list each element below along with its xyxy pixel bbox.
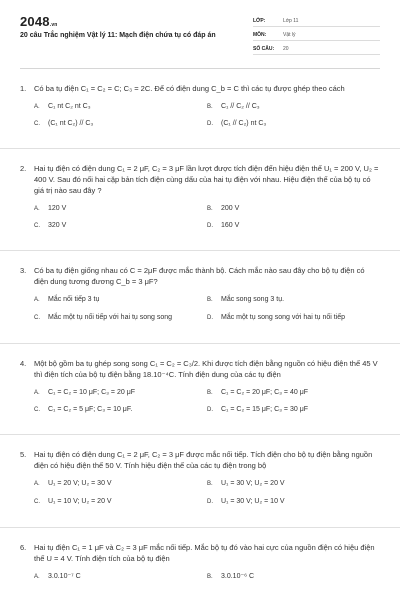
option-c[interactable] (34, 221, 207, 231)
question-5 (0, 435, 400, 528)
meta-value: Vật lý (283, 31, 296, 38)
question-number: 1. (20, 84, 27, 93)
question-stem (20, 265, 380, 287)
option-letter: A. (34, 574, 40, 580)
option-letter: B. (207, 574, 213, 580)
option-letter: C. (34, 407, 40, 413)
meta-value: 20 (283, 45, 289, 52)
option-letter: A. (34, 206, 40, 212)
option-text: U₁ = 20 V; U₂ = 30 V (48, 480, 112, 487)
option-text: Mắc song song 3 tụ. (221, 296, 285, 303)
option-a[interactable] (34, 102, 207, 112)
option-text: 160 V (221, 222, 240, 229)
answer-options (20, 102, 380, 136)
option-a[interactable] (34, 295, 207, 305)
option-text: Mắc nối tiếp 3 tụ (48, 296, 100, 303)
option-letter: A. (34, 104, 40, 110)
option-text: 120 V (48, 205, 67, 212)
meta-value: Lớp 11 (283, 17, 299, 24)
option-letter: B. (207, 297, 213, 303)
option-c[interactable] (34, 313, 207, 323)
question-text: Hai tụ điện có điện dung C₁ = 2 μF, C₂ = 3 μF lần lượt được tích điện đến hiệu điện thế U₁ = 200 V, U₂ = 400 V. Sau đó nối hai cặp bản tích điện cùng dấu của hai tụ điện với nhau. Hiệu điện thế của bộ tụ có giá trị nào sau đây ? (34, 164, 379, 195)
option-a[interactable] (34, 572, 207, 582)
question-number: 6. (20, 543, 27, 552)
option-letter: D. (207, 315, 213, 321)
option-letter: A. (34, 390, 40, 396)
question-stem (20, 163, 380, 196)
option-a[interactable] (34, 479, 207, 489)
option-c[interactable] (34, 119, 207, 129)
option-text: U₁ = 30 V; U₂ = 20 V (221, 480, 285, 487)
question-text: Hai tụ điện có điện dung C₁ = 2 μF, C₂ = 3 μF được mắc nối tiếp. Tích điện cho bộ tụ điện bằng nguồn điện có hiệu điện thế 50 V. Tính hiệu điện thế của các tụ điện trong bộ (34, 450, 373, 470)
question-number: 3. (20, 266, 27, 275)
option-letter: A. (34, 297, 40, 303)
answer-options (20, 388, 380, 422)
logo-suffix: .vn (49, 22, 58, 28)
meta-label: MÔN: (253, 31, 267, 38)
site-logo[interactable] (20, 14, 58, 29)
option-text: U₁ = 30 V; U₂ = 10 V (221, 498, 285, 505)
question-text: Có ba tụ điện giống nhau có C = 2μF được mắc thành bộ. Cách mắc nào sau đây cho bộ tụ điện có điện dung tương đương C_b = 3 μF? (34, 266, 365, 286)
question-stem (20, 449, 380, 471)
option-text: 3.0.10⁻⁷ C (48, 573, 81, 580)
option-letter: A. (34, 481, 40, 487)
option-d[interactable] (207, 119, 380, 129)
page-header (0, 0, 400, 68)
question-4 (0, 344, 400, 435)
option-letter: B. (207, 481, 213, 487)
question-number: 5. (20, 450, 27, 459)
option-letter: B. (207, 206, 213, 212)
answer-options (20, 479, 380, 515)
meta-label: LỚP: (253, 17, 266, 24)
option-b[interactable] (207, 388, 380, 398)
question-3 (0, 251, 400, 344)
logo-text: 2048 (20, 14, 50, 29)
option-text: 320 V (48, 222, 67, 229)
option-letter: C. (34, 121, 40, 127)
option-letter: D. (207, 407, 213, 413)
answer-options (20, 295, 380, 331)
option-letter: C. (34, 499, 40, 505)
question-number: 2. (20, 164, 27, 173)
question-stem (20, 358, 380, 380)
answer-options (20, 572, 380, 589)
option-letter: B. (207, 104, 213, 110)
option-d[interactable] (207, 497, 380, 507)
option-letter: B. (207, 390, 213, 396)
option-text: C₁ = C₂ = 20 μF; C₃ = 40 μF (221, 389, 308, 396)
option-c[interactable] (34, 497, 207, 507)
option-b[interactable] (207, 204, 380, 214)
option-letter: D. (207, 121, 213, 127)
option-text: (C₁ nt C₂) // C₃ (48, 120, 94, 127)
option-text: C₁ // C₂ // C₃ (221, 103, 260, 110)
option-text: Mắc một tụ song song với hai tụ nối tiếp (221, 314, 346, 321)
question-stem (20, 83, 380, 94)
option-d[interactable] (207, 313, 380, 323)
option-letter: D. (207, 499, 213, 505)
option-text: (C₁ // C₂) nt C₃ (221, 120, 267, 127)
option-text: C₁ = C₂ = 10 μF; C₃ = 20 μF (48, 389, 135, 396)
meta-table (253, 15, 380, 57)
document-title: 20 câu Trắc nghiệm Vật lý 11: Mạch điện chứa tụ có đáp án (20, 32, 216, 39)
option-a[interactable] (34, 204, 207, 214)
option-c[interactable] (34, 405, 207, 415)
question-text: Một bộ gồm ba tụ ghép song song C₁ = C₂ = C₃/2. Khi được tích điện bằng nguồn có hiệu điện thế 45 V thì điện tích của bộ tụ điện bằng 18.10⁻⁴C. Tính điện dung của các tụ điện (34, 359, 378, 379)
question-number: 4. (20, 359, 27, 368)
meta-row-count (253, 43, 380, 55)
option-text: C₁ nt C₂ nt C₃ (48, 103, 91, 110)
option-text: C₁ = C₂ = 15 μF; C₃ = 30 μF (221, 406, 308, 413)
meta-label: SỐ CÂU: (253, 45, 275, 52)
option-b[interactable] (207, 479, 380, 489)
option-a[interactable] (34, 388, 207, 398)
question-2 (0, 149, 400, 251)
question-text: Hai tụ điện C₁ = 1 μF và C₂ = 3 μF mắc nối tiếp. Mắc bộ tụ đó vào hai cực của nguồn điện có hiệu điện thế U = 4 V. Tính điện tích của bộ tụ điện (34, 543, 375, 563)
question-1 (0, 69, 400, 149)
option-letter: C. (34, 223, 40, 229)
question-stem (20, 542, 380, 564)
meta-row-class (253, 15, 380, 27)
option-b[interactable] (207, 295, 380, 305)
option-text: 200 V (221, 205, 240, 212)
option-b[interactable] (207, 102, 380, 112)
option-d[interactable] (207, 221, 380, 231)
option-text: C₁ = C₂ = 5 μF; C₃ = 10 μF. (48, 406, 133, 413)
option-d[interactable] (207, 405, 380, 415)
answer-options (20, 204, 380, 238)
option-text: 3.0.10⁻⁶ C (221, 573, 255, 580)
meta-row-subject (253, 29, 380, 41)
option-letter: C. (34, 315, 40, 321)
option-b[interactable] (207, 572, 380, 582)
option-letter: D. (207, 223, 213, 229)
option-text: Mắc một tụ nối tiếp với hai tụ song song (48, 314, 173, 321)
option-text: U₁ = 10 V; U₂ = 20 V (48, 498, 112, 505)
question-text: Có ba tụ điện C₁ = C₂ = C; C₃ = 2C. Để có điện dung C_b = C thì các tụ được ghép theo cách (34, 84, 345, 93)
question-6 (0, 528, 400, 600)
